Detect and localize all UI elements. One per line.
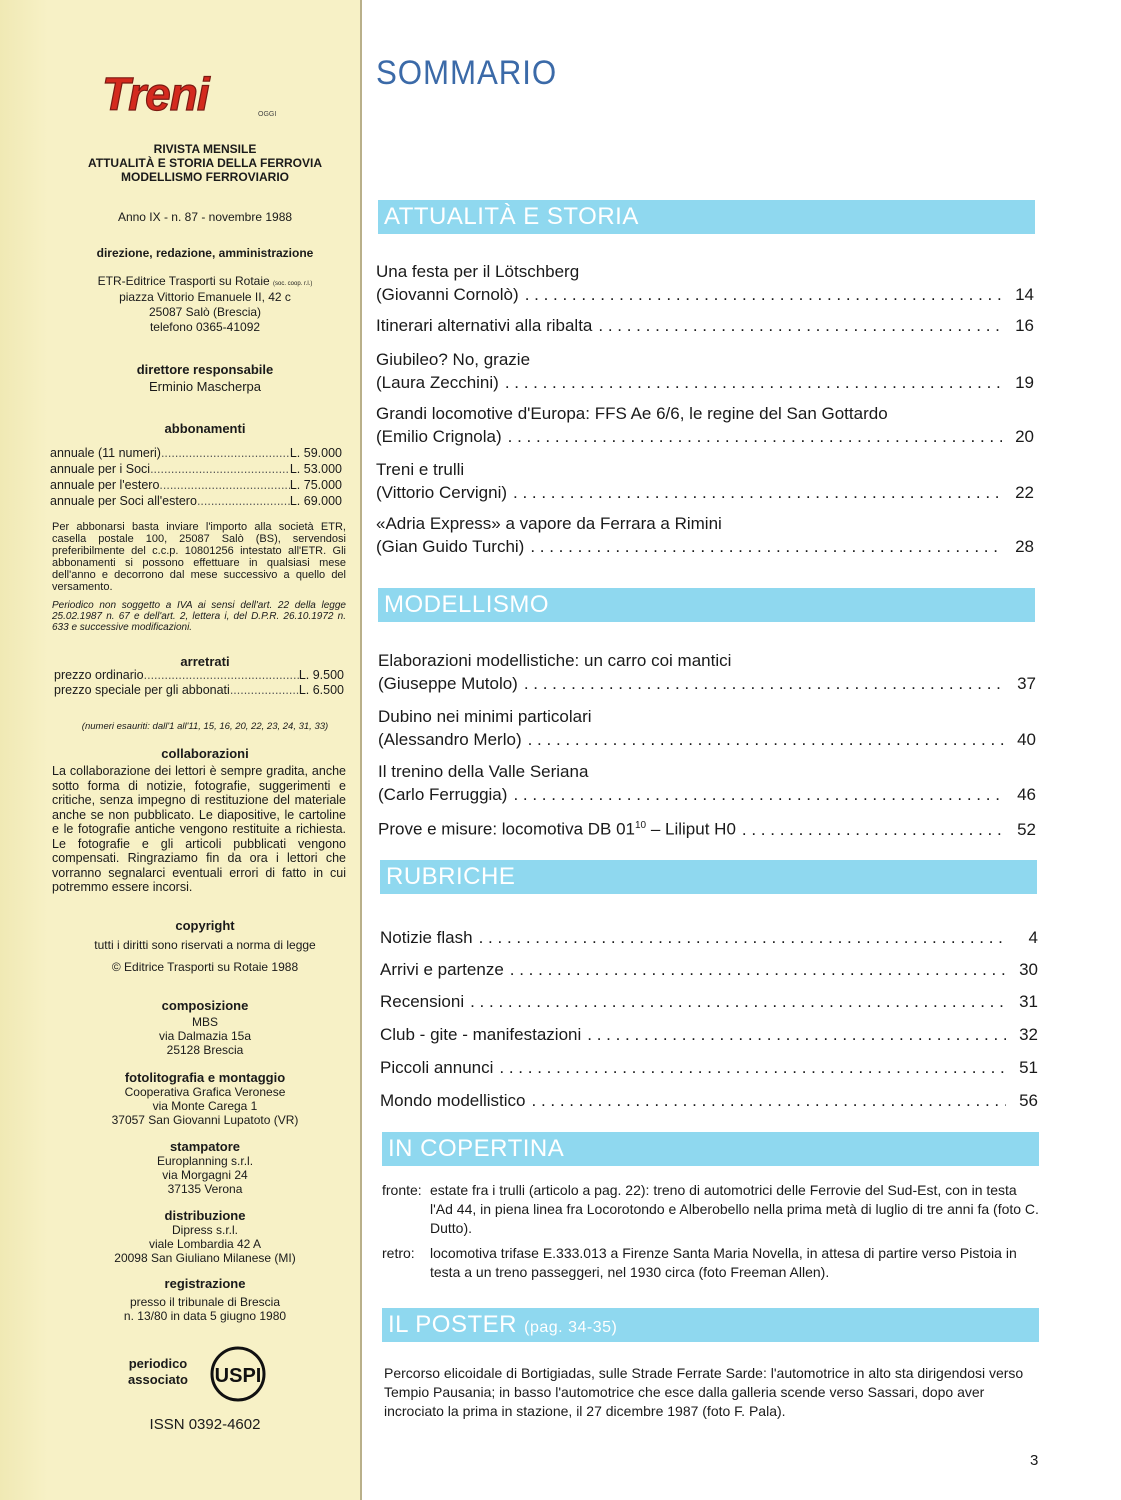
toc-entry[interactable] — [378, 814, 1036, 841]
stampatore-line: 37135 Verona — [167, 1182, 243, 1196]
stampatore-line: Europlanning s.r.l. — [156, 1154, 254, 1168]
subscription-price: L. 53.000 — [289, 462, 342, 476]
toc-title-part: Prove e misure: locomotiva DB 01 — [378, 819, 635, 839]
publisher-line — [60, 274, 350, 291]
toc-page: 46 — [1017, 785, 1036, 804]
publisher-name: ETR-Editrice Trasporti su Rotaie — [97, 274, 270, 288]
fotolito-line: Cooperativa Grafica Veronese — [124, 1085, 286, 1099]
registrazione-line: n. 13/80 in data 5 giugno 1980 — [123, 1309, 287, 1323]
fotolito-heading: fotolitografia e montaggio — [124, 1070, 286, 1085]
back-issue-label: prezzo speciale per gli abbonati — [54, 683, 230, 697]
toc-entry[interactable] — [376, 348, 1034, 394]
direzione-heading: direzione, redazione, amministrazione — [96, 246, 314, 260]
copyright-line: tutti i diritti sono riservati a norma di legge — [94, 938, 316, 952]
section-band-attualita: ATTUALITÀ E STORIA — [378, 200, 1035, 234]
poster-heading-sub: (pag. 34-35) — [524, 1319, 618, 1336]
direttore-name: Erminio Mascherpa — [149, 379, 261, 394]
toc-page: 4 — [1028, 928, 1038, 947]
toc-entry[interactable] — [380, 1056, 1038, 1079]
subscription-price: L. 75.000 — [289, 478, 342, 492]
publisher-note: (soc. coop. r.l.) — [273, 281, 313, 287]
subscription-row — [50, 494, 342, 508]
toc-title: Club - gite - manifestazioni — [380, 1025, 582, 1044]
section-band-rubriche: RUBRICHE — [380, 860, 1037, 894]
toc-title: Grandi locomotive d'Europa: FFS Ae 6/6, le regine del San Gottardo — [376, 404, 888, 423]
direttore-heading: direttore responsabile — [136, 362, 274, 377]
toc-title-part: – Liliput H0 — [646, 819, 736, 839]
arretrati-heading: arretrati — [180, 654, 230, 669]
tagline-2: ATTUALITÀ E STORIA DELLA FERROVIA — [88, 156, 322, 170]
toc-author: (Vittorio Cervigni) — [376, 483, 508, 502]
periodico-associato — [118, 1356, 198, 1388]
toc-entry[interactable] — [378, 760, 1036, 806]
subscription-price: L. 59.000 — [289, 446, 342, 460]
toc-page: 40 — [1017, 730, 1036, 749]
toc-page: 30 — [1019, 960, 1038, 979]
toc-author: (Laura Zecchini) — [376, 373, 499, 392]
subscription-label: annuale per l'estero — [50, 478, 160, 492]
toc-title: Recensioni — [380, 992, 465, 1011]
issn: ISSN 0392-4602 — [149, 1416, 261, 1433]
iva-note: Periodico non soggetto a IVA ai sensi dell'art. 22 della legge 25.02.1987 n. 67 e dell'art. 2, lettera i, del D.P.R. 26.10.1972 n. 633 e successive modificazioni. — [52, 600, 346, 633]
toc-page: 56 — [1019, 1091, 1038, 1110]
section-band-copertina: IN COPERTINA — [382, 1132, 1039, 1166]
collaborazioni-text: La collaborazione dei lettori è sempre gradita, anche sotto forma di notizie, fotografie, suggerimenti e critiche, senza impegno di restituzione del materiale anche se non pubblicato. Le diapositive, le cartoline e le fotografie antiche vengono restituite a richiesta. Le fotografie e gli articoli pubblicati vengono compensati. Ringraziamo fin da ora i lettori che vorranno segnalarci eventuali errori di fatto in cui potremmo essere incorsi. — [52, 764, 346, 894]
poster-heading: IL POSTER — [388, 1311, 517, 1338]
composizione-line: MBS — [191, 1015, 218, 1029]
toc-title: «Adria Express» a vapore da Ferrara a Rimini — [376, 514, 722, 533]
svg-text:Treni: Treni — [102, 68, 209, 118]
composizione-heading: composizione — [161, 998, 249, 1013]
toc-title: Arrivi e partenze — [380, 960, 504, 979]
toc-page: 37 — [1017, 674, 1036, 693]
toc-title: Piccoli annunci — [380, 1058, 494, 1077]
treni-logo — [98, 68, 288, 118]
address-phone: telefono 0365-41092 — [149, 320, 261, 334]
stampatore-heading: stampatore — [169, 1139, 241, 1154]
toc-entry[interactable] — [380, 990, 1038, 1013]
toc-page: 51 — [1019, 1058, 1038, 1077]
toc-author: (Gian Guido Turchi) — [376, 537, 525, 556]
toc-title: Treni e trulli — [376, 460, 465, 479]
toc-title: Elaborazioni modellistiche: un carro coi mantici — [378, 651, 732, 670]
page-title: SOMMARIO — [376, 54, 558, 92]
toc-entry[interactable] — [380, 958, 1038, 981]
collaborazioni-heading: collaborazioni — [161, 746, 249, 761]
toc-author: (Giuseppe Mutolo) — [378, 674, 518, 693]
back-issue-price: L. 6.500 — [298, 683, 344, 697]
address-line: 25087 Salò (Brescia) — [148, 305, 262, 319]
cover-caption: estate fra i trulli (articolo a pag. 22): treno di automotrici delle Ferrovie del Sud-Est, con in testa l'Ad 44, in piena linea fra Locorotondo e Alberobello nella prima metà di luglio di tre anni fa (foto C. Dutto). — [430, 1182, 1039, 1236]
toc-title: Itinerari alternativi alla ribalta — [376, 316, 593, 335]
esauriti-note: (numeri esauriti: dall'1 all'11, 15, 16, 20, 22, 23, 24, 31, 33) — [81, 721, 329, 732]
toc-page: 20 — [1015, 427, 1034, 446]
toc-author: (Alessandro Merlo) — [378, 730, 522, 749]
toc-page: 52 — [1017, 819, 1036, 839]
uspi-text: USPI — [214, 1365, 262, 1387]
toc-page: 28 — [1015, 537, 1034, 556]
subscription-price: L. 69.000 — [289, 494, 342, 508]
fotolito-line: via Monte Carega 1 — [152, 1099, 258, 1113]
back-issue-row — [54, 683, 344, 697]
subscription-label: annuale (11 numeri) — [50, 446, 161, 460]
subscription-row — [50, 446, 342, 460]
toc-entry[interactable] — [376, 260, 1034, 306]
toc-entry[interactable] — [378, 705, 1036, 751]
toc-title: Una festa per il Lötschberg — [376, 262, 580, 281]
toc-entry[interactable] — [380, 1089, 1038, 1112]
toc-title: Giubileo? No, grazie — [376, 350, 531, 369]
tagline-1: RIVISTA MENSILE — [153, 142, 257, 156]
registrazione-heading: registrazione — [164, 1276, 246, 1291]
registrazione-line: presso il tribunale di Brescia — [129, 1295, 281, 1309]
toc-page: 22 — [1015, 483, 1034, 502]
toc-title-sup: 10 — [635, 820, 647, 831]
page-number: 3 — [1030, 1452, 1039, 1469]
toc-entry[interactable] — [376, 512, 1034, 558]
composizione-line: 25128 Brescia — [166, 1043, 244, 1057]
toc-author: (Carlo Ferruggia) — [378, 785, 508, 804]
toc-title: Dubino nei minimi particolari — [378, 707, 592, 726]
masthead-sidebar — [0, 0, 362, 1500]
toc-page: 14 — [1015, 285, 1034, 304]
toc-entry[interactable] — [376, 314, 1034, 337]
abbonamenti-heading: abbonamenti — [164, 421, 246, 436]
toc-title: Mondo modellistico — [380, 1091, 526, 1110]
cover-back — [382, 1244, 1042, 1282]
cover-front — [382, 1181, 1042, 1238]
toc-title: Il trenino della Valle Seriana — [378, 762, 589, 781]
copyright-line: © Editrice Trasporti su Rotaie 1988 — [111, 960, 299, 974]
toc-title: Notizie flash — [380, 928, 473, 947]
issue-info: Anno IX - n. 87 - novembre 1988 — [117, 210, 293, 224]
section-band-modellismo: MODELLISMO — [378, 588, 1035, 622]
toc-page: 19 — [1015, 373, 1034, 392]
toc-author: (Giovanni Cornolò) — [376, 285, 519, 304]
distribuzione-heading: distribuzione — [164, 1208, 246, 1223]
toc-page: 32 — [1019, 1025, 1038, 1044]
uspi-logo — [210, 1346, 266, 1402]
distribuzione-line: viale Lombardia 42 A — [148, 1237, 262, 1251]
periodico-line: associato — [128, 1372, 188, 1387]
subscription-row — [50, 478, 342, 492]
section-band-poster — [382, 1308, 1039, 1342]
copyright-heading: copyright — [175, 918, 235, 933]
toc-page: 16 — [1015, 316, 1034, 335]
periodico-line: periodico — [128, 1356, 188, 1371]
toc-author: (Emilio Crignola) — [376, 427, 502, 446]
back-issue-row — [54, 668, 344, 682]
cover-label: retro: — [382, 1245, 415, 1261]
toc-entry[interactable] — [378, 649, 1036, 695]
fotolito-line: 37057 San Giovanni Lupatoto (VR) — [111, 1113, 299, 1127]
toc-title — [378, 814, 736, 841]
toc-entry[interactable] — [376, 402, 1034, 448]
composizione-line: via Dalmazia 15a — [158, 1029, 252, 1043]
cover-label: fronte: — [382, 1182, 422, 1198]
address-line: piazza Vittorio Emanuele II, 42 c — [119, 290, 291, 304]
back-issue-price: L. 9.500 — [298, 668, 344, 682]
toc-page: 31 — [1019, 992, 1038, 1011]
toc-entry[interactable] — [380, 1023, 1038, 1046]
subscription-row — [50, 462, 342, 476]
subscription-note: Per abbonarsi basta inviare l'importo alla società ETR, casella postale 100, 25087 Salò (BS), servendosi preferibilmente del c.c.p. 10801256 intestato all'ETR. Gli abbonamenti si possono effettuare in qualsiasi mese dell'anno e decorrono dal mese successivo a quello del versamento. — [52, 521, 346, 593]
svg-text:OGGI: OGGI — [258, 111, 277, 118]
poster-caption: Percorso elicoidale di Bortigiadas, sulle Strade Ferrate Sarde: l'automotrice in alto sta dirigendosi verso Tempio Pausania; in basso l'automotrice che esce dalla galleria scende verso Sassari, dopo aver incrociato la prima in stazione, il 27 dicembre 1987 (foto F. Pala). — [384, 1365, 1024, 1419]
tagline-3: MODELLISMO FERROVIARIO — [121, 170, 289, 184]
distribuzione-line: Dipress s.r.l. — [171, 1223, 238, 1237]
subscription-label: annuale per i Soci — [50, 462, 151, 476]
subscription-label: annuale per Soci all'estero — [50, 494, 197, 508]
cover-caption: locomotiva trifase E.333.013 a Firenze Santa Maria Novella, in attesa di partire verso Pistoia in testa a un treno passeggeri, nel 1930 circa (foto Freeman Allen). — [430, 1245, 1017, 1280]
toc-entry[interactable] — [376, 458, 1034, 504]
back-issue-label: prezzo ordinario — [54, 668, 144, 682]
stampatore-line: via Morgagni 24 — [162, 1168, 248, 1182]
toc-entry[interactable] — [380, 926, 1038, 949]
distribuzione-line: 20098 San Giuliano Milanese (MI) — [114, 1251, 296, 1265]
